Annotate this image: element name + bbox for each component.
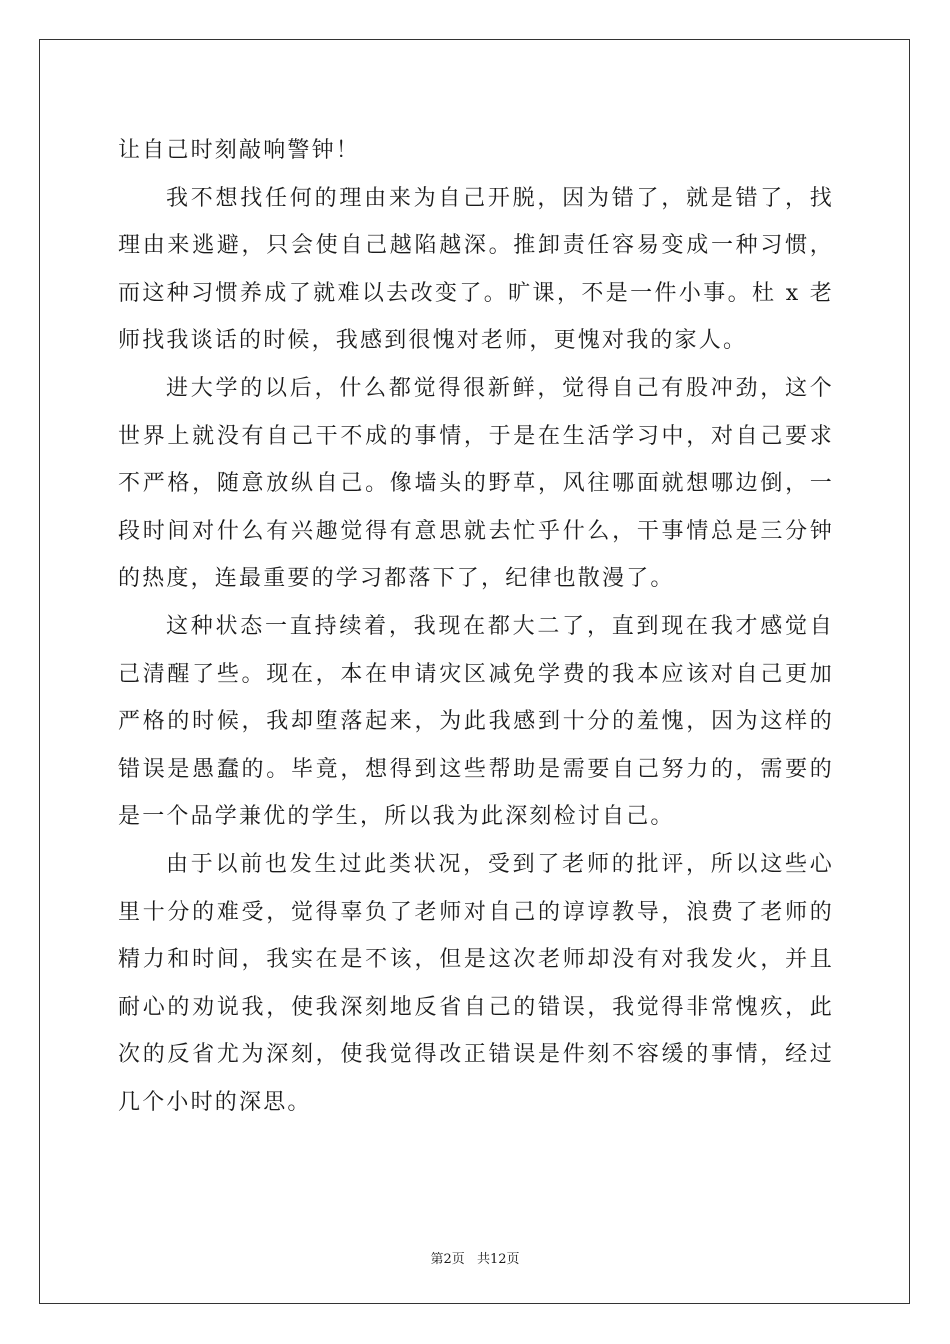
paragraph-2: 我不想找任何的理由来为自己开脱，因为错了，就是错了，找理由来逃避，只会使自己越陷越深。推卸责任容易变成一种习惯，而这种习惯养成了就难以去改变了。旷课，不是一件小事。杜 x 老师找我谈话的时候，我感到很愧对老师，更愧对我的家人。 <box>118 185 834 354</box>
paragraph-5: 由于以前也发生过此类状况，受到了老师的批评，所以这些心里十分的难受，觉得辜负了老师对自己的谆谆教导，浪费了老师的精力和时间，我实在是不该，但是这次老师却没有对我发火，并且耐心的劝说我，使我深刻地反省自己的错误，我觉得非常愧疚，此次的反省尤为深刻，使我觉得改正错误是件刻不容缓的事情，经过几个小时的深思。 <box>118 851 834 1115</box>
paragraph-1: 让自己时刻敲响警钟！ <box>118 138 361 163</box>
document-body <box>118 127 834 1126</box>
page-number: 第2页 <box>430 1252 465 1267</box>
paragraph-3: 进大学的以后，什么都觉得很新鲜，觉得自己有股冲劲，这个世界上就没有自己干不成的事情，于是在生活学习中，对自己要求不严格，随意放纵自己。像墙头的野草，风往哪面就想哪边倒，一段时间对什么有兴趣觉得有意思就去忙乎什么，干事情总是三分钟的热度，连最重要的学习都落下了，纪律也散漫了。 <box>118 375 834 592</box>
page-footer <box>0 1248 950 1267</box>
page-total: 共12页 <box>476 1252 520 1267</box>
paragraph-4: 这种状态一直持续着，我现在都大二了，直到现在我才感觉自己清醒了些。现在，本在申请灾区减免学费的我本应该对自己更加严格的时候，我却堕落起来，为此我感到十分的羞愧，因为这样的错误是愚蠢的。毕竟，想得到这些帮助是需要自己努力的，需要的是一个品学兼优的学生，所以我为此深刻检讨自己。 <box>118 613 834 830</box>
